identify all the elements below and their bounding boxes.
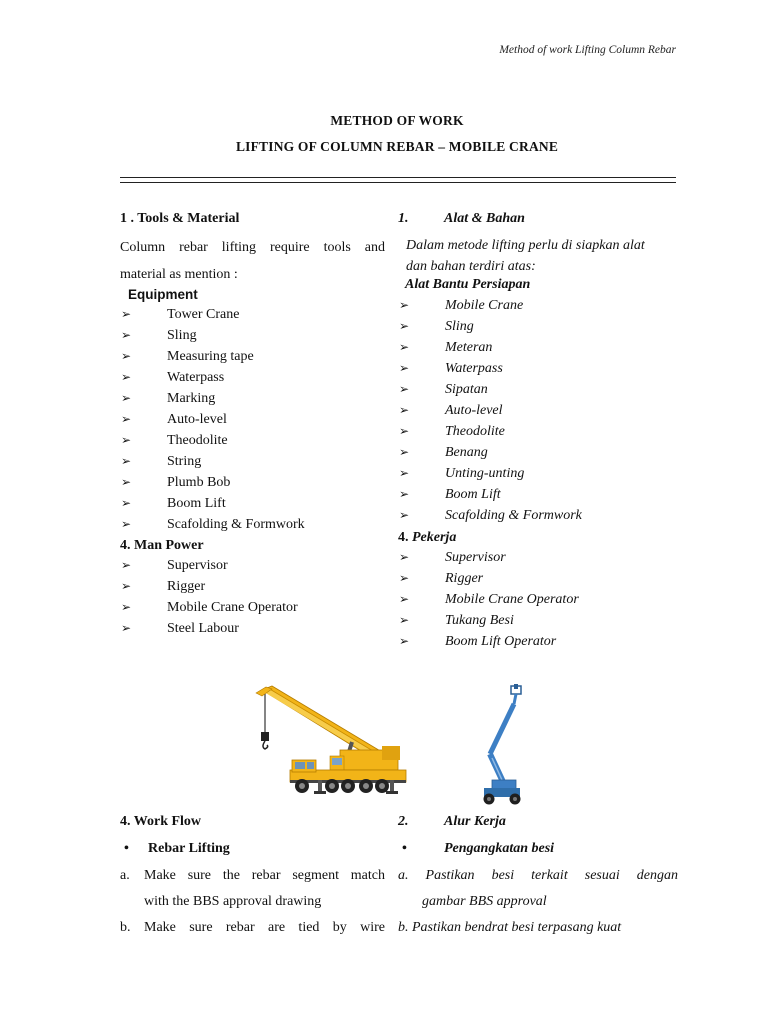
- arrow-bullet-icon: ➢: [399, 613, 410, 627]
- left-tools-section: [120, 208, 385, 288]
- left-step-b-label: b.: [120, 920, 131, 935]
- left-equipment-item: [120, 451, 385, 472]
- left-man-power-item: [120, 555, 385, 576]
- arrow-bullet-icon: ➢: [399, 382, 410, 396]
- right-equipment-item: [398, 337, 678, 358]
- right-equipment-heading: Alat Bantu Persiapan: [405, 277, 531, 292]
- right-man-power-item: [398, 610, 678, 631]
- right-equipment-item-label: Waterpass: [445, 361, 503, 376]
- left-step-a-label: a.: [120, 868, 130, 883]
- arrow-bullet-icon: ➢: [399, 319, 410, 333]
- right-equipment-item: [398, 421, 678, 442]
- left-equipment-item-label: Theodolite: [167, 433, 228, 448]
- right-intro-line-2: dan bahan terdiri atas:: [406, 259, 536, 274]
- right-tools-number: 1.: [398, 211, 409, 226]
- right-equipment-item: [398, 442, 678, 463]
- document-subtitle: LIFTING OF COLUMN REBAR – MOBILE CRANE: [235, 139, 559, 154]
- left-equipment-item-label: Tower Crane: [167, 307, 240, 322]
- right-man-power-item: [398, 547, 678, 568]
- right-equipment-item: [398, 379, 678, 400]
- left-tools-heading: 1 . Tools & Material: [120, 211, 240, 226]
- left-equipment-item-label: Boom Lift: [167, 496, 226, 511]
- left-equipment-item-label: Sling: [167, 328, 197, 343]
- arrow-bullet-icon: ➢: [121, 517, 132, 531]
- right-equipment-item: [398, 295, 678, 316]
- left-man-power-item: [120, 576, 385, 597]
- title-rule-bottom: [120, 182, 676, 183]
- right-equipment-item-label: Unting-unting: [445, 466, 525, 481]
- left-man-power-item-label: Steel Labour: [167, 621, 239, 636]
- right-man-power-item-label: Boom Lift Operator: [445, 634, 557, 649]
- arrow-bullet-icon: ➢: [121, 391, 132, 405]
- arrow-bullet-icon: ➢: [399, 298, 410, 312]
- left-rebar-lifting-heading: Rebar Lifting: [148, 841, 230, 856]
- right-equipment-item-label: Sling: [445, 319, 474, 334]
- left-equipment-item-label: Marking: [167, 391, 216, 406]
- right-equipment-item-label: Sipatan: [445, 382, 488, 397]
- arrow-bullet-icon: ➢: [121, 600, 132, 614]
- left-work-flow-heading: 4. Work Flow: [120, 814, 202, 829]
- left-intro-line-1: Column rebar lifting require tools and: [120, 240, 385, 255]
- right-man-power-item: [398, 631, 678, 652]
- left-step-b-line-1: Make sure rebar are tied by wire: [144, 920, 385, 935]
- arrow-bullet-icon: ➢: [399, 445, 410, 459]
- right-equipment-item-label: Benang: [445, 445, 488, 460]
- right-equipment-item: [398, 463, 678, 484]
- right-intro-line-1: Dalam metode lifting perlu di siapkan alat: [406, 238, 645, 253]
- left-man-power-item-label: Mobile Crane Operator: [167, 600, 298, 615]
- arrow-bullet-icon: ➢: [399, 592, 410, 606]
- right-man-power-list-wrap: [398, 547, 678, 652]
- left-equipment-item-label: Scafolding & Formwork: [167, 517, 305, 532]
- right-rebar-lifting-heading: Pengangkatan besi: [444, 841, 555, 856]
- right-work-flow-number: 2.: [398, 814, 409, 829]
- left-equipment-item-label: Measuring tape: [167, 349, 254, 364]
- right-step-a-line-2: gambar BBS approval: [422, 894, 547, 909]
- left-intro-line-2: material as mention :: [120, 267, 238, 282]
- left-equipment-item: [120, 304, 385, 325]
- right-man-power-item-label: Mobile Crane Operator: [445, 592, 579, 607]
- left-man-power-list-wrap: [120, 555, 385, 639]
- right-man-power-list: [398, 547, 678, 652]
- right-man-power-item-label: Supervisor: [445, 550, 506, 565]
- right-tools-heading: Alat & Bahan: [444, 211, 525, 226]
- right-equipment-item-label: Meteran: [445, 340, 493, 355]
- left-equipment-item-label: Plumb Bob: [167, 475, 231, 490]
- left-man-power-heading: 4. Man Power: [120, 538, 204, 553]
- arrow-bullet-icon: ➢: [121, 496, 132, 510]
- left-man-power-list: [120, 555, 385, 639]
- running-header: Method of work Lifting Column Rebar: [499, 44, 676, 56]
- arrow-bullet-icon: ➢: [121, 349, 132, 363]
- right-equipment-list-wrap: [398, 295, 678, 526]
- left-step-b-row-1: [120, 915, 385, 941]
- right-equipment-item: [398, 484, 678, 505]
- left-equipment-item: [120, 472, 385, 493]
- right-man-power-item-label: Tukang Besi: [445, 613, 514, 628]
- left-equipment-item: [120, 430, 385, 451]
- right-equipment-list: [398, 295, 678, 526]
- left-equipment-item-label: Waterpass: [167, 370, 225, 385]
- right-man-power-item: [398, 589, 678, 610]
- right-man-power-item-label: Rigger: [445, 571, 484, 586]
- left-man-power-item-label: Rigger: [167, 579, 206, 594]
- left-equipment-item: [120, 346, 385, 367]
- arrow-bullet-icon: ➢: [121, 475, 132, 489]
- left-equipment-item-label: Auto-level: [167, 412, 227, 427]
- arrow-bullet-icon: ➢: [121, 558, 132, 572]
- right-tools-section: [398, 208, 678, 277]
- left-equipment-item: [120, 409, 385, 430]
- left-equipment-heading: Equipment: [128, 287, 198, 302]
- boom-lift-image: [478, 684, 524, 806]
- left-equipment-item: [120, 388, 385, 409]
- left-man-power-item: [120, 597, 385, 618]
- right-equipment-item: [398, 358, 678, 379]
- right-equipment-item-label: Scafolding & Formwork: [445, 508, 582, 523]
- left-man-power-item: [120, 618, 385, 639]
- left-equipment-item: [120, 493, 385, 514]
- arrow-bullet-icon: ➢: [121, 307, 132, 321]
- right-man-power-item: [398, 568, 678, 589]
- right-man-power-heading: Pekerja: [412, 530, 457, 545]
- left-man-power-item-label: Supervisor: [167, 558, 228, 573]
- arrow-bullet-icon: ➢: [399, 361, 410, 375]
- right-equipment-item-label: Theodolite: [445, 424, 505, 439]
- document-title: METHOD OF WORK: [330, 113, 464, 128]
- right-equipment-item-label: Boom Lift: [445, 487, 501, 502]
- mobile-crane-image: [232, 680, 412, 796]
- right-man-power-heading-wrap: [398, 527, 678, 548]
- right-equipment-item-label: Mobile Crane: [445, 298, 524, 313]
- left-rebar-lifting-bullet: •: [124, 841, 129, 856]
- right-man-power-number: 4.: [398, 530, 409, 545]
- arrow-bullet-icon: ➢: [399, 403, 410, 417]
- right-equipment-item: [398, 400, 678, 421]
- arrow-bullet-icon: ➢: [399, 634, 410, 648]
- arrow-bullet-icon: ➢: [121, 579, 132, 593]
- arrow-bullet-icon: ➢: [121, 370, 132, 384]
- arrow-bullet-icon: ➢: [121, 454, 132, 468]
- left-work-flow-section: [120, 811, 385, 941]
- left-rebar-lifting-row: [120, 838, 385, 859]
- left-equipment-item-label: String: [167, 454, 202, 469]
- arrow-bullet-icon: ➢: [399, 487, 410, 501]
- title-rule-top: [120, 177, 676, 178]
- left-equipment-list: [120, 304, 385, 535]
- right-equipment-item-label: Auto-level: [445, 403, 503, 418]
- arrow-bullet-icon: ➢: [121, 621, 132, 635]
- arrow-bullet-icon: ➢: [399, 550, 410, 564]
- arrow-bullet-icon: ➢: [399, 424, 410, 438]
- right-rebar-lifting-row: [398, 838, 678, 859]
- right-step-b-line-1: b. Pastikan bendrat besi terpasang kuat: [398, 920, 622, 935]
- left-step-a-line-2: with the BBS approval drawing: [144, 894, 322, 909]
- arrow-bullet-icon: ➢: [399, 571, 410, 585]
- arrow-bullet-icon: ➢: [121, 433, 132, 447]
- right-rebar-lifting-bullet: •: [402, 841, 407, 856]
- left-equipment-item: [120, 325, 385, 346]
- left-equipment-item: [120, 514, 385, 535]
- right-work-flow-section: [398, 811, 678, 941]
- left-step-a-row-1: [120, 863, 385, 889]
- left-equipment-item: [120, 367, 385, 388]
- right-step-a-line-1: a. Pastikan besi terkait sesuai dengan: [398, 868, 678, 883]
- left-step-a-line-1: Make sure the rebar segment match: [144, 868, 385, 883]
- arrow-bullet-icon: ➢: [121, 412, 132, 426]
- left-equipment-list-wrap: [120, 304, 385, 535]
- right-equipment-item: [398, 505, 678, 526]
- arrow-bullet-icon: ➢: [399, 466, 410, 480]
- arrow-bullet-icon: ➢: [399, 340, 410, 354]
- right-equipment-item: [398, 316, 678, 337]
- right-work-flow-heading: Alur Kerja: [444, 814, 506, 829]
- arrow-bullet-icon: ➢: [121, 328, 132, 342]
- arrow-bullet-icon: ➢: [399, 508, 410, 522]
